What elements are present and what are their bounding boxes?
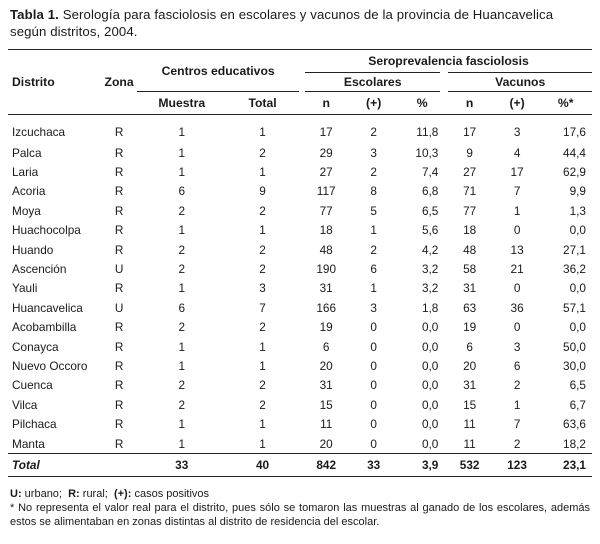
- cell-esc-pct: 3,2: [421, 262, 439, 277]
- cell-zona: U: [114, 262, 124, 277]
- table-row: [8, 240, 592, 259]
- cell-zona: R: [114, 184, 124, 199]
- cell-vac-n: 11: [463, 436, 476, 451]
- cell-zona: R: [114, 223, 124, 238]
- cell-distrito: Palca: [12, 145, 42, 160]
- cell-distrito: Vilca: [12, 397, 38, 412]
- cell-distrito: Yauli: [12, 281, 38, 296]
- table-row: [8, 434, 592, 454]
- cell-esc-pos: 0: [370, 339, 377, 354]
- cell-total: 9: [259, 184, 266, 199]
- cell-vac-n: 19: [463, 320, 477, 335]
- cell-esc-pos: 1: [370, 281, 377, 296]
- legend-u-text: urbano;: [24, 488, 62, 501]
- cell-total: 2: [259, 242, 266, 257]
- total-row: [8, 454, 592, 477]
- cell-esc-n: 48: [319, 242, 333, 257]
- cell-esc-pct: 10,3: [415, 145, 439, 160]
- cell-esc-pct: 1,8: [421, 300, 439, 315]
- cell-vac-pos: 7: [513, 184, 521, 199]
- cell-vac-pos: 1: [513, 203, 521, 218]
- footnotes: [10, 487, 592, 529]
- cell-esc-pos: 2: [370, 165, 377, 180]
- cell-vac-pct: 18,2: [563, 436, 586, 451]
- cell-vac-n: 20: [463, 358, 477, 373]
- cell-muestra: 2: [178, 262, 186, 277]
- cell-esc-n: 11: [320, 417, 333, 432]
- cell-total: 3: [259, 281, 266, 296]
- cell-vac-pct: 0,0: [569, 281, 586, 296]
- cell-esc-n: 29: [319, 145, 333, 160]
- cell-muestra: 2: [178, 320, 186, 335]
- legend-r-key: R:: [68, 488, 80, 501]
- table-row: [8, 376, 592, 395]
- cell-zona: U: [114, 300, 124, 315]
- cell-vac-n: 6: [466, 339, 473, 354]
- table-row: [8, 201, 592, 220]
- cell-total: 1: [259, 339, 266, 354]
- cell-vac-n: 9: [466, 145, 473, 160]
- cell-esc-n: 31: [319, 378, 333, 393]
- cell-zona: R: [114, 203, 124, 218]
- cell-vac-pos: 2: [513, 378, 521, 393]
- header-zona: Zona: [101, 50, 137, 115]
- cell-esc-n: 15: [319, 397, 333, 412]
- total-total: 40: [226, 454, 299, 477]
- cell-vac-pct: 0,0: [569, 320, 586, 335]
- cell-esc-pos: 6: [370, 262, 377, 277]
- cell-zona: R: [114, 165, 124, 180]
- cell-distrito: Izcuchaca: [12, 125, 66, 139]
- table-row: [8, 143, 592, 162]
- cell-esc-pct: 7,4: [421, 165, 439, 180]
- cell-esc-n: 117: [316, 184, 336, 199]
- cell-vac-pos: 13: [510, 242, 524, 257]
- cell-muestra: 1: [178, 417, 186, 432]
- table-row: [8, 259, 592, 278]
- table-row: [8, 356, 592, 375]
- cell-total: 2: [259, 262, 266, 277]
- cell-total: 2: [259, 397, 266, 412]
- table-body: [8, 115, 592, 454]
- cell-zona: R: [114, 320, 124, 335]
- cell-vac-n: 17: [463, 125, 477, 139]
- cell-zona: R: [114, 436, 124, 451]
- cell-vac-pos: 6: [513, 358, 521, 373]
- cell-muestra: 1: [178, 165, 186, 180]
- cell-total: 2: [259, 378, 266, 393]
- cell-zona: R: [114, 397, 124, 412]
- table-row: [8, 318, 592, 337]
- cell-esc-pos: 8: [370, 184, 377, 199]
- cell-vac-pos: 21: [510, 262, 524, 277]
- cell-distrito: Huando: [12, 242, 54, 257]
- cell-vac-pct: 57,1: [563, 300, 586, 315]
- cell-total: 1: [259, 358, 266, 373]
- cell-vac-pos: 0: [513, 223, 521, 238]
- cell-muestra: 6: [178, 184, 186, 199]
- cell-esc-pct: 3,2: [421, 281, 439, 296]
- cell-total: 1: [259, 417, 266, 432]
- cell-esc-n: 6: [322, 339, 330, 354]
- cell-distrito: Pilchaca: [12, 417, 57, 432]
- header-vac-pos: (+): [495, 92, 539, 115]
- header-vacunos: Vacunos: [444, 73, 592, 92]
- cell-esc-pos: 3: [370, 145, 377, 160]
- cell-zona: R: [114, 358, 124, 373]
- cell-vac-pct: 50,0: [563, 339, 586, 354]
- cell-esc-pct: 0,0: [421, 320, 439, 335]
- cell-muestra: 1: [178, 436, 186, 451]
- cell-total: 2: [259, 203, 266, 218]
- cell-esc-pct: 5,6: [421, 223, 439, 238]
- cell-esc-pos: 0: [370, 320, 377, 335]
- cell-vac-pct: 62,9: [563, 165, 586, 180]
- cell-vac-pos: 36: [510, 300, 524, 315]
- header-esc-pos: (+): [347, 92, 400, 115]
- cell-total: 2: [259, 145, 266, 160]
- cell-total: 1: [259, 436, 266, 451]
- cell-esc-pct: 11,8: [416, 125, 439, 139]
- cell-esc-n: 27: [319, 165, 333, 180]
- total-muestra: 33: [137, 454, 226, 477]
- data-table: [8, 49, 592, 477]
- cell-vac-pct: 30,0: [563, 358, 586, 373]
- header-seroprevalencia: Seroprevalencia fasciolosis: [305, 50, 592, 73]
- cell-muestra: 2: [178, 397, 186, 412]
- cell-total: 2: [259, 320, 266, 335]
- cell-vac-n: 71: [463, 184, 477, 199]
- cell-vac-pct: 9,9: [569, 184, 586, 199]
- cell-zona: R: [114, 378, 124, 393]
- table-row: [8, 337, 592, 356]
- cell-zona: R: [114, 281, 124, 296]
- cell-distrito: Cuenca: [12, 378, 53, 393]
- cell-esc-n: 31: [319, 281, 333, 296]
- cell-esc-n: 190: [316, 262, 337, 277]
- cell-vac-pct: 6,7: [569, 397, 586, 412]
- cell-muestra: 2: [178, 378, 186, 393]
- legend-u-key: U:: [10, 488, 22, 501]
- table-row: [8, 115, 592, 144]
- cell-distrito: Laria: [12, 165, 39, 180]
- cell-vac-n: 27: [463, 165, 477, 180]
- cell-esc-n: 17: [319, 125, 333, 139]
- cell-esc-n: 166: [316, 300, 337, 315]
- cell-distrito: Acobambilla: [12, 320, 77, 335]
- cell-vac-pct: 17,6: [563, 125, 586, 139]
- total-esc-n: 842: [305, 454, 347, 477]
- table-caption: [10, 6, 592, 40]
- legend-pos-key: (+):: [113, 488, 132, 501]
- cell-vac-pct: 1,3: [569, 203, 586, 218]
- cell-muestra: 1: [178, 223, 186, 238]
- table-row: [8, 279, 592, 298]
- header-muestra: Muestra: [137, 92, 226, 115]
- cell-esc-pos: 0: [370, 397, 377, 412]
- cell-total: 7: [259, 300, 266, 315]
- cell-esc-pct: 6,8: [421, 184, 439, 199]
- cell-muestra: 6: [178, 300, 186, 315]
- cell-vac-pct: 63,6: [563, 417, 586, 432]
- cell-vac-pos: 3: [513, 125, 521, 139]
- cell-muestra: 1: [178, 358, 186, 373]
- cell-vac-pos: 3: [513, 339, 521, 354]
- cell-vac-n: 15: [463, 397, 477, 412]
- legend-line: [10, 487, 592, 501]
- cell-esc-pos: 5: [370, 203, 377, 218]
- cell-distrito: Huachocolpa: [12, 223, 81, 238]
- cell-vac-n: 48: [463, 242, 477, 257]
- cell-distrito: Moya: [12, 203, 41, 218]
- cell-esc-pct: 4,2: [421, 242, 439, 257]
- cell-muestra: 2: [178, 242, 186, 257]
- cell-esc-pos: 0: [370, 358, 377, 373]
- cell-vac-pos: 2: [513, 436, 521, 451]
- cell-distrito: Huancavelica: [12, 300, 83, 315]
- cell-vac-pos: 7: [513, 417, 521, 432]
- cell-vac-n: 31: [463, 281, 477, 296]
- header-esc-pct: %: [400, 92, 444, 115]
- table-row: [8, 414, 592, 433]
- header-escolares: Escolares: [305, 73, 444, 92]
- header-centros: Centros educativos: [137, 50, 299, 92]
- cell-esc-pct: 0,0: [421, 436, 439, 451]
- cell-total: 1: [259, 223, 266, 238]
- cell-vac-pos: 17: [510, 165, 524, 180]
- total-vac-pos: 123: [495, 454, 539, 477]
- cell-esc-pct: 0,0: [421, 339, 439, 354]
- header-vac-pct: %*: [539, 92, 592, 115]
- cell-distrito: Manta: [12, 436, 45, 451]
- cell-distrito: Conayca: [12, 339, 59, 354]
- header-total: Total: [226, 92, 299, 115]
- cell-vac-n: 31: [463, 378, 477, 393]
- cell-vac-pct: 6,5: [569, 378, 586, 393]
- cell-vac-pct: 27,1: [563, 242, 586, 257]
- cell-esc-pos: 2: [370, 242, 377, 257]
- cell-vac-pos: 4: [513, 145, 521, 160]
- header-esc-n: n: [305, 92, 347, 115]
- cell-vac-n: 11: [463, 417, 476, 432]
- total-esc-pct: 3,9: [400, 454, 444, 477]
- legend-r-text: rural;: [82, 488, 108, 501]
- cell-esc-pos: 0: [370, 378, 377, 393]
- cell-esc-pos: 0: [370, 417, 377, 432]
- cell-vac-pct: 44,4: [563, 145, 586, 160]
- cell-vac-pct: 36,2: [563, 262, 586, 277]
- cell-esc-n: 20: [319, 436, 333, 451]
- cell-total: 1: [259, 125, 266, 139]
- cell-esc-pos: 3: [370, 300, 377, 315]
- cell-vac-n: 63: [463, 300, 477, 315]
- cell-muestra: 1: [178, 281, 186, 296]
- cell-esc-n: 20: [319, 358, 333, 373]
- table-row: [8, 298, 592, 317]
- caption-label: Tabla 1.: [10, 7, 59, 22]
- cell-vac-n: 18: [463, 223, 477, 238]
- cell-distrito: Ascención: [12, 262, 67, 277]
- cell-zona: R: [114, 339, 124, 354]
- total-vac-n: 532: [444, 454, 495, 477]
- cell-vac-n: 77: [463, 203, 477, 218]
- cell-esc-pct: 0,0: [421, 397, 439, 412]
- table-row: [8, 182, 592, 201]
- cell-esc-pct: 0,0: [421, 378, 439, 393]
- cell-zona: R: [114, 242, 124, 257]
- cell-vac-pct: 0,0: [569, 223, 586, 238]
- cell-esc-pct: 6,5: [421, 203, 439, 218]
- cell-vac-pos: 0: [513, 281, 521, 296]
- total-vac-pct: 23,1: [539, 454, 592, 477]
- cell-distrito: Nuevo Occoro: [12, 358, 88, 373]
- cell-esc-n: 19: [319, 320, 333, 335]
- cell-zona: R: [114, 125, 124, 139]
- cell-esc-pos: 2: [370, 125, 377, 139]
- cell-esc-pct: 0,0: [421, 358, 439, 373]
- cell-distrito: Acoria: [12, 184, 46, 199]
- total-label: Total: [8, 454, 101, 477]
- cell-muestra: 1: [178, 125, 186, 139]
- cell-vac-pos: 0: [513, 320, 521, 335]
- cell-total: 1: [259, 165, 266, 180]
- table-row: [8, 162, 592, 181]
- caption-text: Serología para fasciolosis en escolares y vacunos de la provincia de Huancavelica según distritos, 2004.: [10, 7, 554, 39]
- cell-vac-pos: 1: [513, 397, 521, 412]
- cell-vac-n: 58: [463, 262, 477, 277]
- table-row: [8, 221, 592, 240]
- cell-esc-n: 77: [319, 203, 333, 218]
- cell-muestra: 1: [178, 145, 186, 160]
- table-row: [8, 395, 592, 414]
- cell-muestra: 2: [178, 203, 186, 218]
- footnote-asterisk: * No representa el valor real para el distrito, pues sólo se tomaron las muestras al ganado de los escolares, además estos se alimentaban en zonas distintas al distrito de residencia del escolar.: [10, 502, 590, 529]
- total-esc-pos: 33: [347, 454, 400, 477]
- legend-pos-text: casos positivos: [134, 488, 210, 501]
- header-vac-n: n: [444, 92, 495, 115]
- header-distrito: Distrito: [8, 50, 101, 115]
- cell-zona: R: [114, 417, 124, 432]
- cell-esc-pos: 0: [370, 436, 377, 451]
- cell-esc-pct: 0,0: [421, 417, 439, 432]
- cell-muestra: 1: [178, 339, 186, 354]
- cell-esc-n: 18: [319, 223, 333, 238]
- cell-esc-pos: 1: [370, 223, 377, 238]
- cell-zona: R: [114, 145, 124, 160]
